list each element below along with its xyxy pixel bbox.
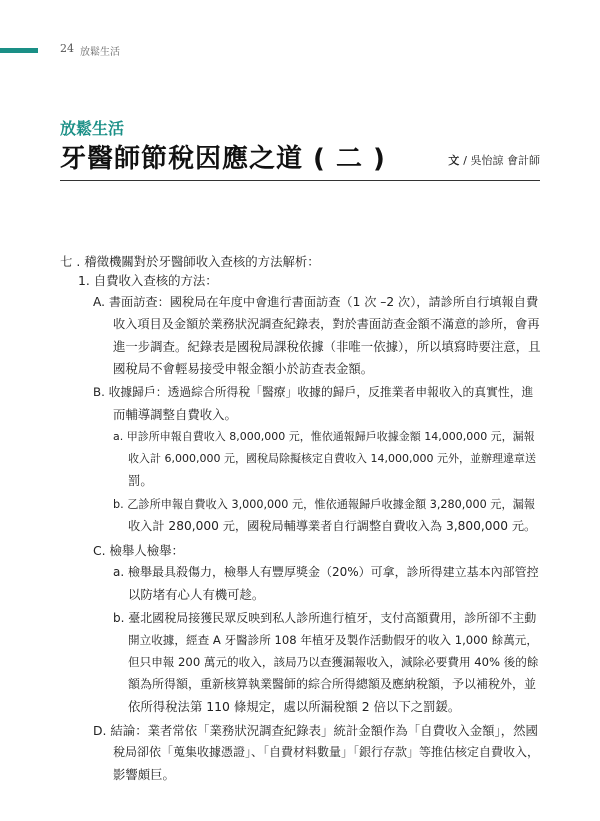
subsection-heading: 1. 自費收入查核的方法： (78, 273, 218, 288)
sub-item-b-line: 開立收據，經查 A 牙醫診所 108 年植牙及製作活動假牙的收入 1,000 餘萬元， (128, 633, 538, 647)
sub-item-b-line: 額為所得額，重新核算執業醫師的綜合所得總額及應納稅額，予以補稅外，並 (128, 677, 537, 691)
sub-item-b-line: b. 臺北國稅局接獲民眾反映到私人診所進行植牙，支付高額費用，診所卻不主動 (113, 611, 537, 625)
sub-item-b-line: 但只申報 200 萬元的收入，該局乃以查獲漏報收入，減除必要費用 40% 後的餘 (128, 655, 539, 669)
item-b-line: 而輔導調整自費收入。 (113, 407, 237, 422)
page-number: 24 (60, 42, 74, 55)
item-b-line: B. 收據歸戶：透過綜合所得稅「醫療」收據的歸戶，反推業者申報收入的真實性，進 (93, 385, 534, 399)
byline-lead: 文 (448, 154, 460, 167)
item-c-line: C. 檢舉人檢舉： (93, 543, 184, 558)
running-header: 放鬆生活 (80, 47, 120, 58)
byline (448, 152, 540, 168)
item-d-line: 影響頗巨。 (113, 767, 175, 782)
sub-item-a-line: 收入計 6,000,000 元，國稅局除擬核定自費收入 14,000,000 元外，並辦理違章送 (128, 452, 536, 465)
item-d-line: 稅局卻依「蒐集收據憑證」、「自費材料數量」「銀行存款」等推估核定自費收入， (113, 745, 540, 759)
article-kicker: 放鬆生活 (60, 119, 125, 138)
sub-item-b-line: b. 乙診所申報自費收入 3,000,000 元，惟依通報歸戶收據金額 3,280,000 元，漏報 (113, 498, 536, 511)
sub-item-b-line: 依所得稅法第 110 條規定，處以所漏稅額 2 倍以下之罰鍰。 (128, 699, 461, 714)
header-accent-bar (0, 48, 38, 53)
item-a-line: 收入項目及金額於業務狀況調查紀錄表，對於書面訪查金額不滿意的診所，會再 (113, 317, 540, 331)
sub-item-a-line: a. 檢舉最具殺傷力，檢舉人有豐厚獎金（20%）可拿，診所得建立基本內部管控 (113, 565, 539, 579)
byline-author: / 吳怡諒 會計師 (463, 154, 540, 167)
sub-item-a-line: 罰。 (128, 473, 153, 488)
item-a-line: A. 書面訪查：國稅局在年度中會進行書面訪查（1 次 –2 次），請診所自行填報自費 (93, 295, 539, 309)
sub-item-a-line: 以防堵有心人有機可趁。 (128, 587, 265, 602)
section-heading: 七 . 稽徵機關對於牙醫師收入查核的方法解析： (60, 254, 320, 269)
title-rule (60, 180, 540, 181)
item-a-line: 進一步調查。紀錄表是國稅局課稅依據（非唯一依據），所以填寫時要注意，且 (113, 339, 541, 354)
item-a-line: 國稅局不會輕易接受申報金額小於訪查表金額。 (113, 361, 374, 376)
article-title: 牙醫師節稅因應之道 ( 二 ) (60, 144, 386, 174)
item-d-line: D. 結論：業者常依「業務狀況調查紀錄表」統計金額作為「自費收入金額」，然國 (93, 723, 538, 738)
sub-item-a-line: a. 甲診所申報自費收入 8,000,000 元，惟依通報歸戶收據金額 14,000,000 元，漏報 (113, 430, 535, 443)
sub-item-b-line: 收入計 280,000 元，國稅局輔導業者自行調整自費收入為 3,800,000 元。 (128, 519, 537, 533)
